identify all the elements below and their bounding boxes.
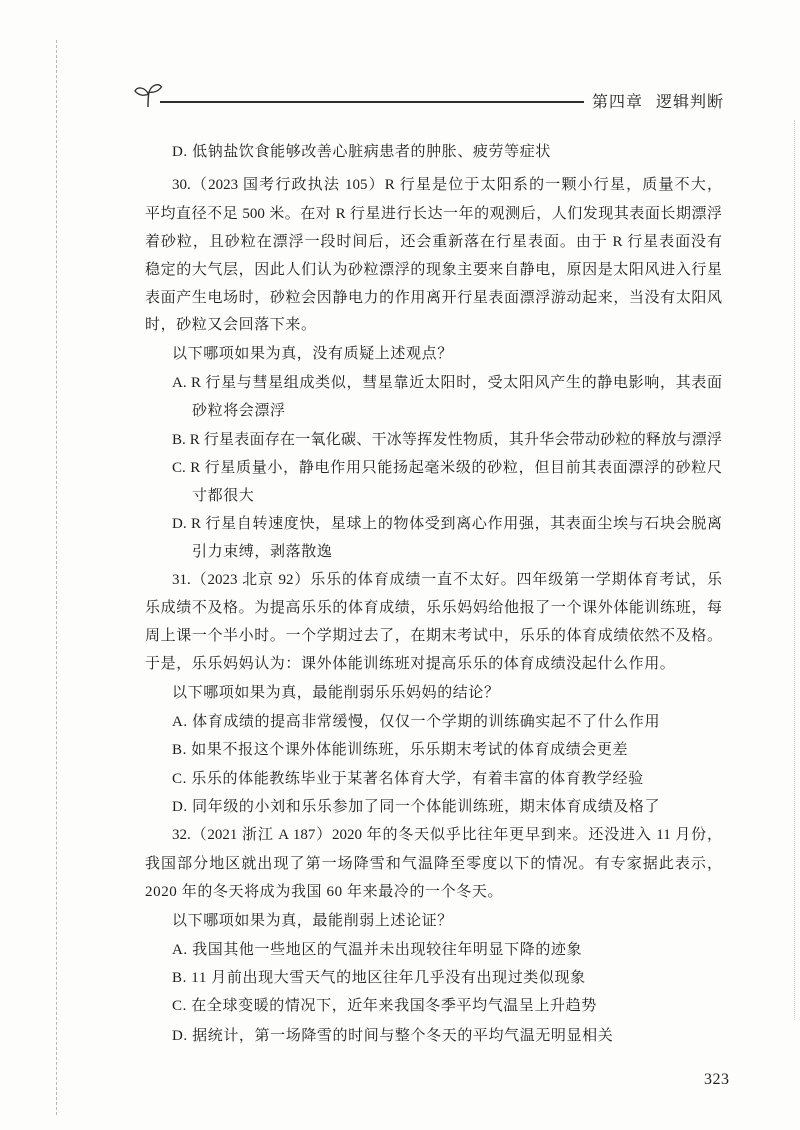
q30-option-c: C. R 行星质量小，静电作用只能扬起毫米级的砂粒，但目前其表面漂浮的砂粒尺: [172, 460, 722, 476]
q31-stem-line: 于是，乐乐妈妈认为：课外体能训练班对提高乐乐的体育成绩没起什么作用。: [145, 656, 676, 672]
q32-option-b: B. 11 月前出现大雪天气的地区往年几乎没有出现过类似现象: [172, 970, 586, 986]
q30-stem-line: 稳定的大气层，因此人们认为砂粒漂浮的现象主要来自静电，原因是太阳风进入行星: [145, 262, 722, 278]
q30-prompt: 以下哪项如果为真，没有质疑上述观点？: [172, 346, 453, 362]
q31-option-c: C. 乐乐的体能教练毕业于某著名体育大学，有着丰富的体育教学经验: [172, 771, 644, 787]
q31-prompt: 以下哪项如果为真，最能削弱乐乐妈妈的结论？: [172, 685, 500, 701]
header-rule: [160, 101, 584, 103]
q30-option-d-cont: 引力束缚，剥落散逸: [192, 544, 333, 560]
q32-stem-line: 32.（2021 浙江 A 187）2020 年的冬天似乎比往年更早到来。还没进入 11 月份，: [172, 827, 722, 843]
q30-option-c-cont: 寸都很大: [192, 488, 255, 504]
section-label: 逻辑判断: [656, 94, 725, 111]
q30-option-a-cont: 砂粒将会漂浮: [192, 403, 286, 419]
q31-stem-line: 周上课一个半小时。一个学期过去了，在期末考试中，乐乐的体育成绩依然不及格。: [145, 628, 722, 644]
chapter-label: 第四章: [592, 94, 644, 111]
q32-option-c: C. 在全球变暖的情况下，近年来我国冬季平均气温呈上升趋势: [172, 998, 597, 1014]
q30-option-b: B. R 行星表面存在一氧化碳、干冰等挥发性物质，其升华会带动砂粒的释放与漂浮: [172, 432, 722, 448]
q30-stem-line: 30.（2023 国考行政执法 105）R 行星是位于太阳系的一颗小行星，质量不大，: [172, 177, 722, 193]
q31-stem-line: 乐成绩不及格。为提高乐乐的体育成绩，乐乐妈妈给他报了一个课外体能训练班，每: [145, 600, 722, 616]
q30-stem-line: 平均直径不足 500 米。在对 R 行星进行长达一年的观测后，人们发现其表面长期漂浮: [145, 206, 722, 222]
binding-edge-right: [794, 120, 795, 1020]
q32-stem-line: 2020 年的冬天将成为我国 60 年来最冷的一个冬天。: [145, 884, 504, 900]
q32-prompt: 以下哪项如果为真，最能削弱上述论证？: [172, 913, 453, 929]
q31-option-b: B. 如果不报这个课外体能训练班，乐乐期末考试的体育成绩会更差: [172, 742, 629, 758]
q30-stem-line: 着砂粒，且砂粒在漂浮一段时间后，还会重新落在行星表面。由于 R 行星表面没有: [145, 234, 722, 250]
q32-option-a: A. 我国其他一些地区的气温并未出现较往年明显下降的迹象: [172, 942, 583, 958]
q31-stem-line: 31.（2023 北京 92）乐乐的体育成绩一直不太好。四年级第一学期体育考试，乐: [172, 572, 722, 588]
q31-option-d: D. 同年级的小刘和乐乐参加了同一个体能训练班，期末体育成绩及格了: [172, 799, 661, 815]
q30-stem-line: 表面产生电场时，砂粒会因静电力的作用离开行星表面漂浮游动起来，当没有太阳风: [145, 290, 722, 306]
binding-edge-left: [56, 40, 57, 1115]
q30-option-a: A. R 行星与彗星组成类似，彗星靠近太阳时，受太阳风产生的静电影响，其表面: [172, 375, 722, 391]
page-number: 323: [704, 1071, 730, 1088]
q31-option-a: A. 体育成绩的提高非常缓慢，仅仅一个学期的训练确实起不了什么作用: [172, 714, 661, 730]
q32-stem-line: 我国部分地区就出现了第一场降雪和气温降至零度以下的情况。有专家据此表示，: [145, 856, 722, 872]
q32-option-d: D. 据统计，第一场降雪的时间与整个冬天的平均气温无明显相关: [172, 1028, 614, 1044]
q30-option-d: D. R 行星自转速度快，星球上的物体受到离心作用强，其表面尘埃与石块会脱离: [172, 516, 722, 532]
carryover-option-d: D. 低钠盐饮食能够改善心脏病患者的肿胀、疲劳等症状: [172, 144, 551, 160]
q30-stem-line: 时，砂粒又会回落下来。: [145, 317, 317, 333]
sprout-icon: [133, 80, 163, 108]
